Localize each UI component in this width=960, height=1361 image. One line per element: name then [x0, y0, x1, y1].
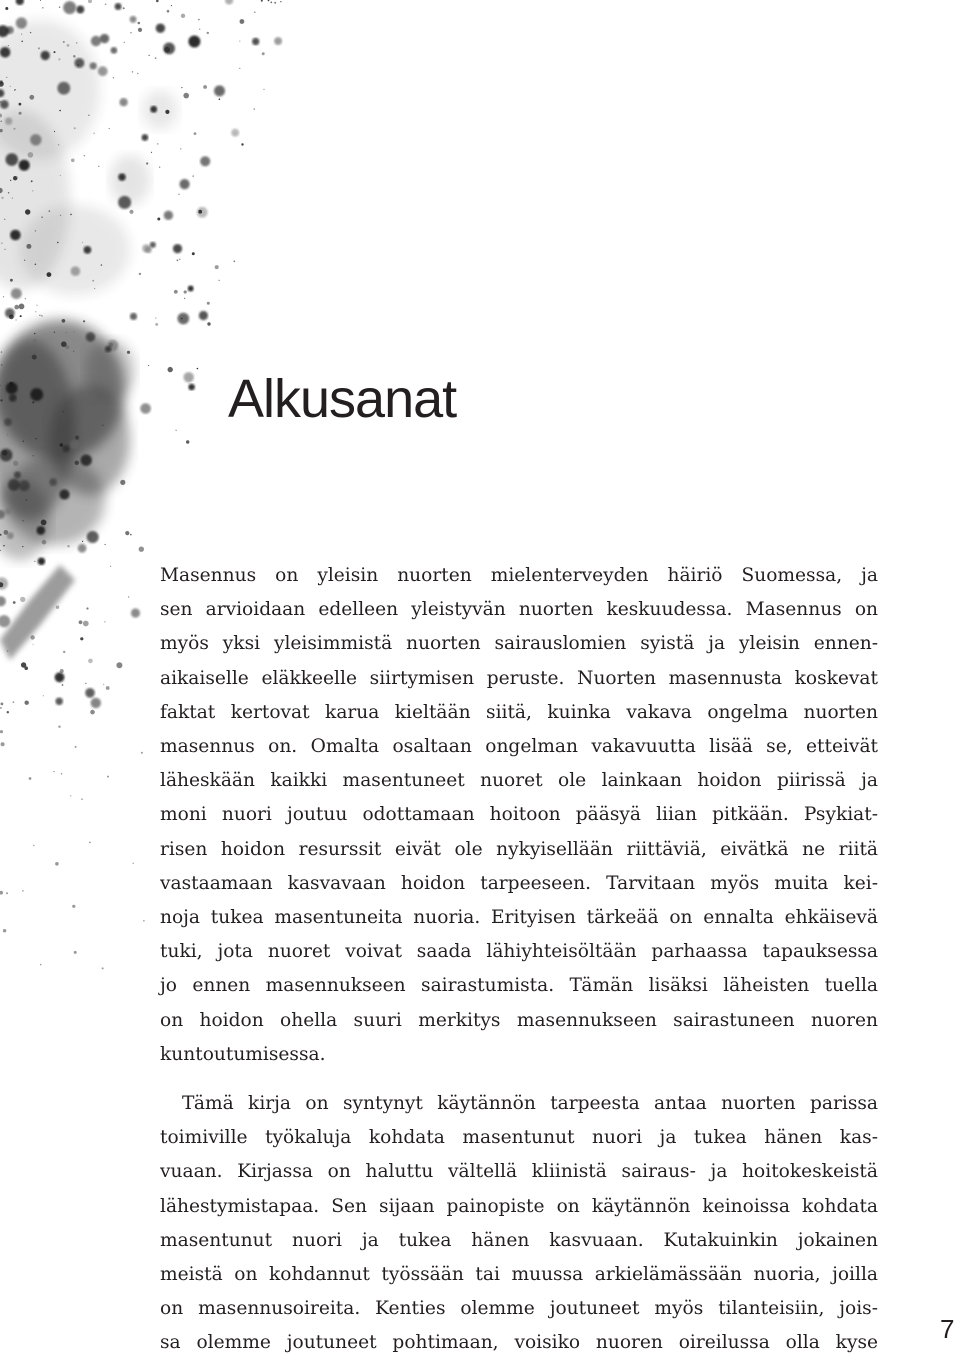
- body-text: [160, 559, 878, 1361]
- text-line: on hoidon ohella suuri merkitys masennukseen sairastuneen nuoren: [160, 1009, 878, 1031]
- page-title: Alkusanat: [228, 369, 457, 429]
- text-line: lähestymistapaa. Sen sijaan painopiste on käytännön keinoissa kohdata: [160, 1195, 878, 1217]
- text-line: masennus on. Omalta osaltaan ongelman vakavuutta lisää se, etteivät: [160, 736, 878, 758]
- text-line: Masennus on yleisin nuorten mielenterveyden häiriö Suomessa, ja: [160, 565, 878, 586]
- text-line: vuaan. Kirjassa on haluttu vältellä kliinistä sairaus- ja hoitokeskeistä: [160, 1161, 878, 1183]
- text-line: toimiville työkaluja kohdata masentunut nuori ja tukea hänen kas-: [160, 1127, 878, 1149]
- text-line: noja tukea masentuneita nuoria. Erityisen tärkeää on ennalta ehkäisevä: [160, 907, 878, 929]
- text-line: masentunut nuori ja tukea hänen kasvuaan. Kutakuinkin jokainen: [160, 1229, 878, 1251]
- text-line: kuntoutumisessa.: [160, 1043, 326, 1065]
- text-line: vastaamaan kasvavaan hoidon tarpeeseen. Tarvitaan myös muita kei-: [160, 872, 878, 894]
- text-line: sa olemme joutuneet pohtimaan, voisiko nuoren oireilussa olla kyse: [160, 1332, 878, 1354]
- page-number: 7: [940, 1314, 955, 1344]
- text-line: risen hoidon resurssit eivät ole nykyisellään riittäviä, eivätkä ne riitä: [160, 838, 878, 860]
- text-line: sen arvioidaan edelleen yleistyvän nuorten keskuudessa. Masennus on: [160, 599, 878, 621]
- paragraph: [160, 559, 878, 1072]
- text-line: moni nuori joutuu odottamaan hoitoon pääsyä liian pitkään. Psykiat-: [160, 804, 878, 826]
- text-line: jo ennen masennukseen sairastumista. Tämän lisäksi läheisten tuella: [160, 975, 878, 997]
- paragraph: [160, 1087, 878, 1361]
- text-line: läheskään kaikki masentuneet nuoret ole lainkaan hoidon piirissä ja: [160, 770, 878, 792]
- paragraph-gap: [160, 1072, 878, 1087]
- text-line: Tämä kirja on syntynyt käytännön tarpeesta antaa nuorten parissa: [182, 1093, 878, 1115]
- text-line: faktat kertovat karua kieltään siitä, kuinka vakava ongelma nuorten: [160, 701, 878, 723]
- text-line: meistä on kohdannut työssään tai muussa arkielämässään nuoria, joilla: [160, 1264, 878, 1286]
- text-line: myös yksi yleisimmistä nuorten sairauslomien syistä ja yleisin ennen-: [160, 633, 878, 655]
- text-line: aikaiselle eläkkeelle siirtymisen peruste. Nuorten masennusta koskevat: [160, 667, 878, 689]
- text-line: tuki, jota nuoret voivat saada lähiyhteisöltään parhaassa tapauksessa: [160, 941, 878, 963]
- text-line: on masennusoireita. Kenties olemme joutuneet myös tilanteisiin, jois-: [160, 1298, 878, 1320]
